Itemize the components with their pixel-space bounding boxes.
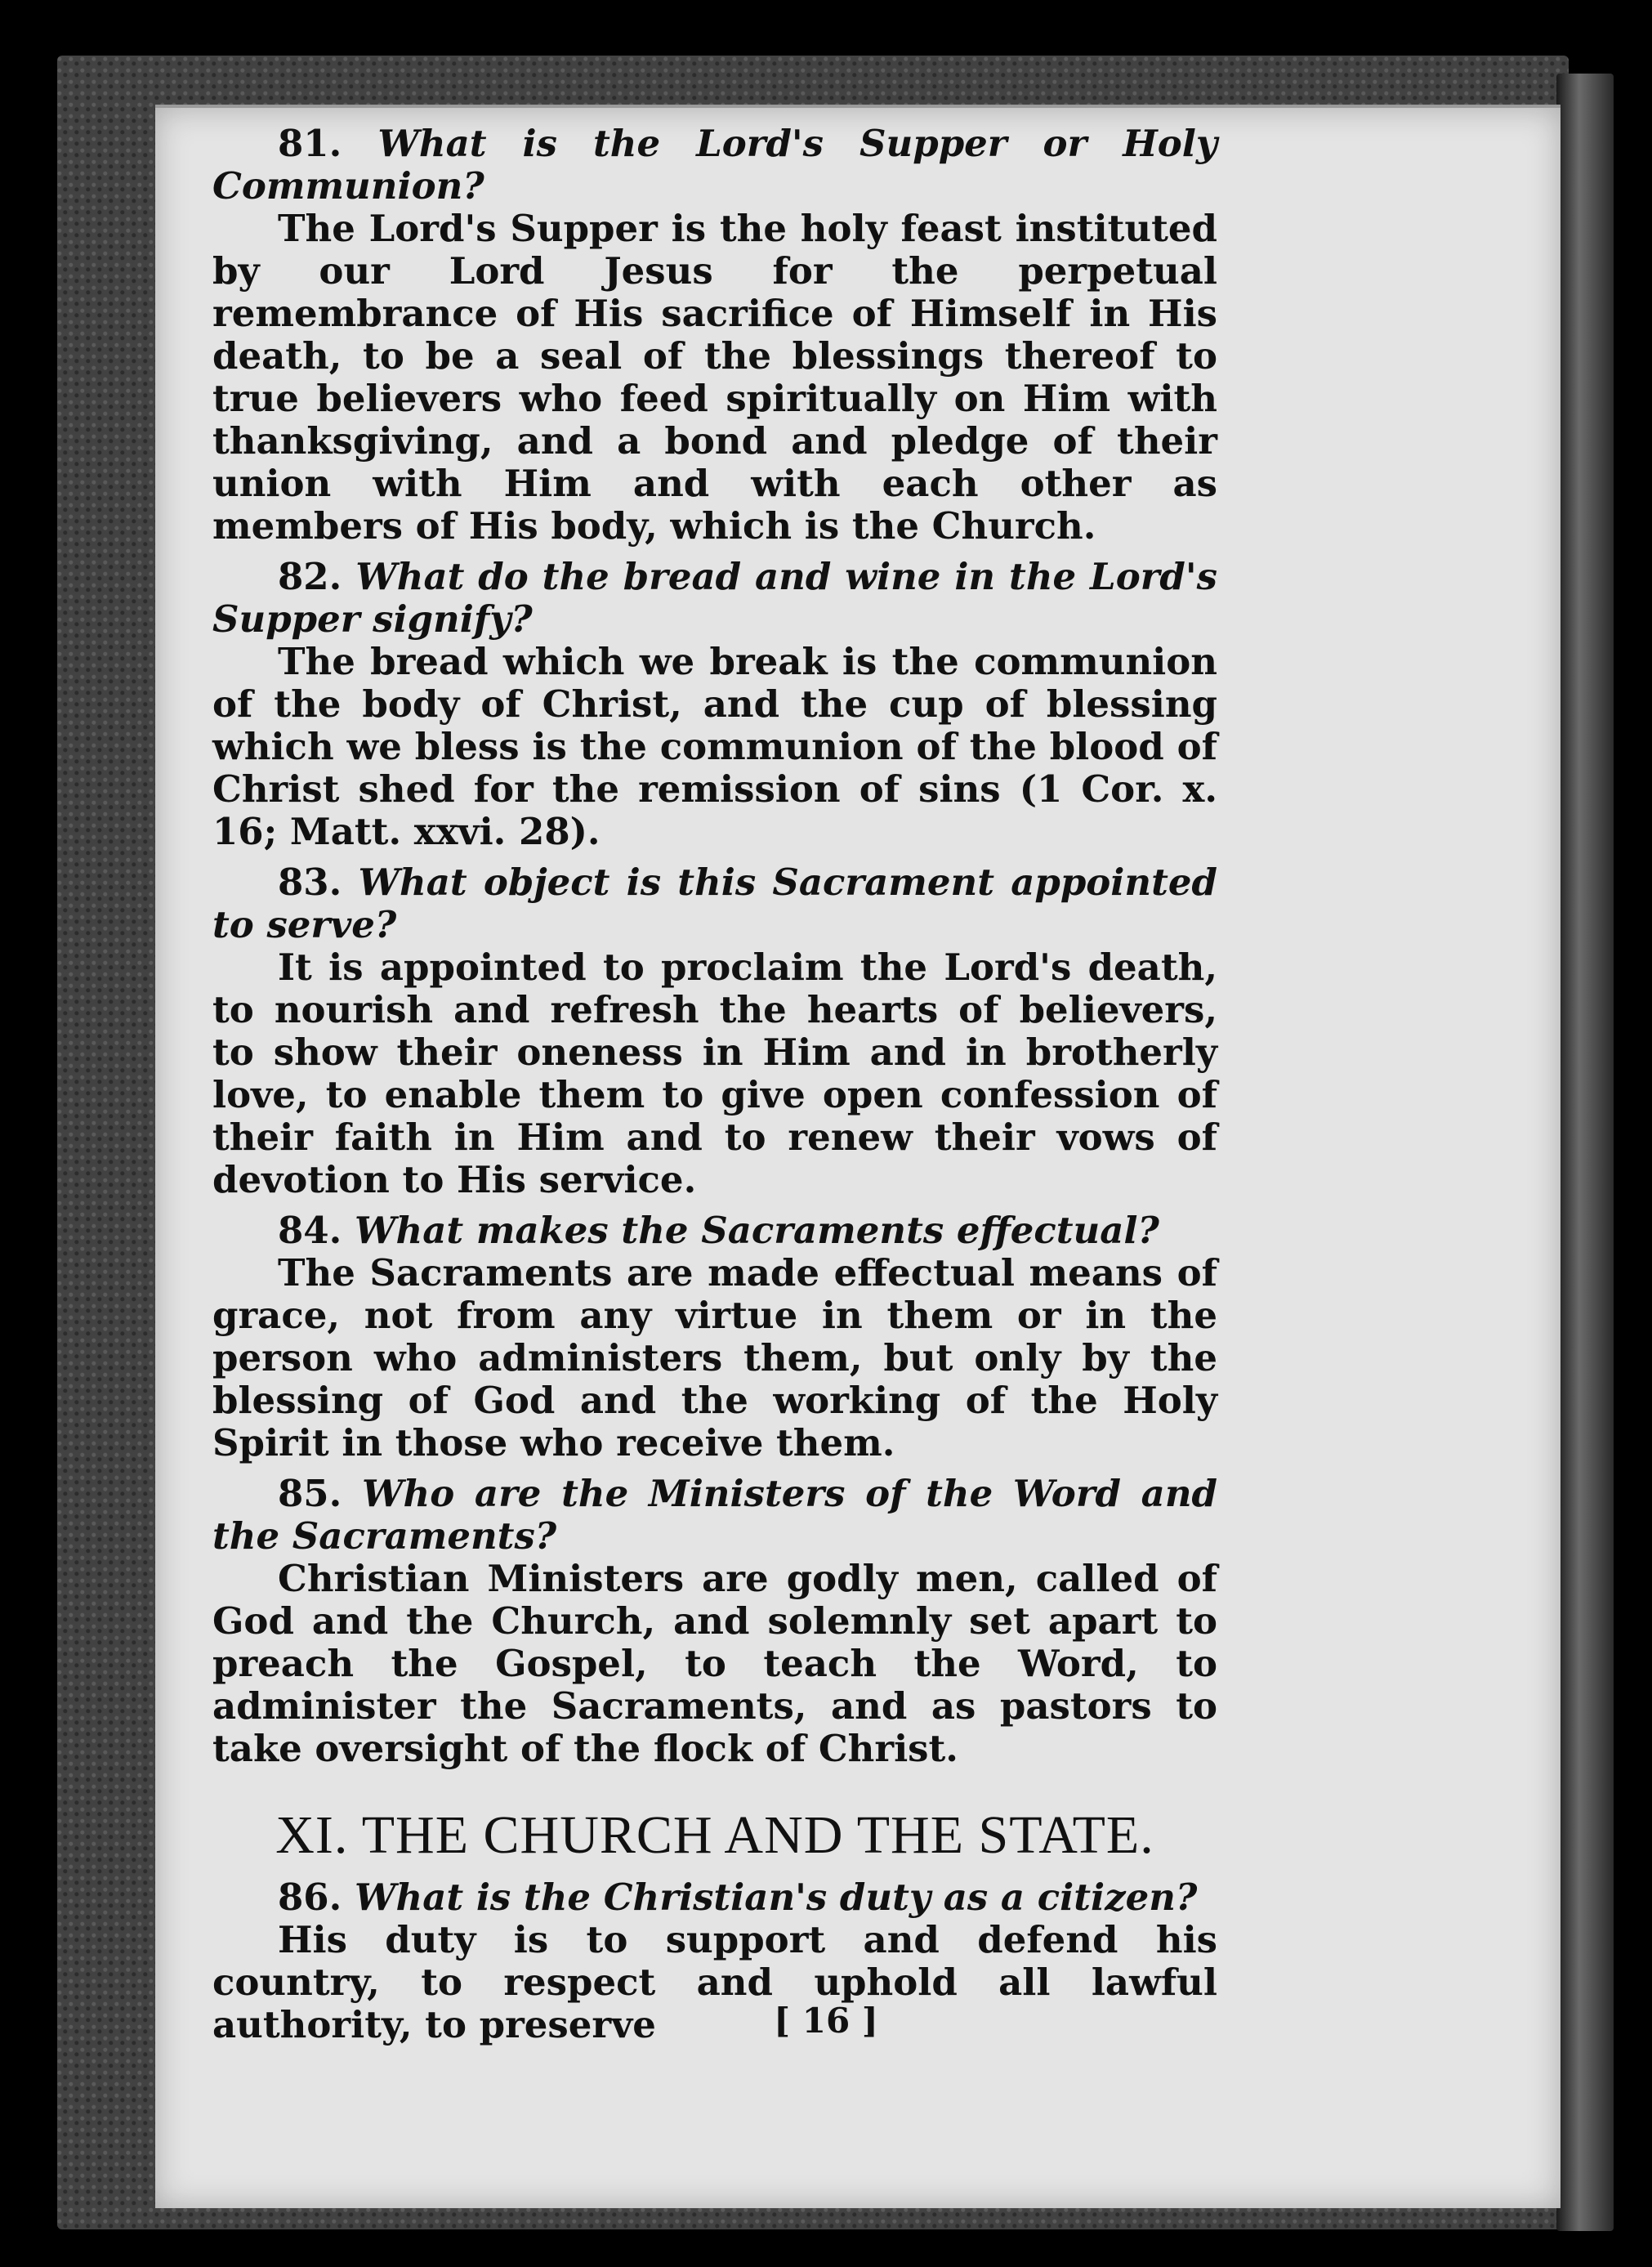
question-number: 82. [278,555,342,598]
question-number: 84. [278,1209,342,1252]
question-81 [212,123,1217,208]
question-text: What is the Lord's Supper or Holy Communion? [212,122,1218,208]
answer-83: It is appointed to proclaim the Lord's death, to nourish and refresh the hearts of believers, to show their oneness in Him and in brotherly love, to enable them to give open confession of their faith in Him and to renew their vows of devotion to His service. [212,946,1217,1201]
answer-86: His duty is to support and defend his country, to respect and uphold all lawful authority, to preserve [212,1918,1217,2046]
question-text: Who are the Ministers of the Word and the Sacraments? [212,1472,1218,1558]
book-cover-edge [1556,74,1614,2231]
answer-82: The bread which we break is the communion of the body of Christ, and the cup of blessing which we bless is the communion of the blood of Christ shed for the remission of sins (1 Cor. x. 16; Matt. xxvi. 28). [212,640,1217,853]
answer-84: The Sacraments are made effectual means of grace, not from any virtue in them or in the person who administers them, but only by the blessing of God and the working of the Holy Spirit in those who receive them. [212,1251,1217,1464]
question-text: What makes the Sacraments effectual? [354,1209,1159,1252]
question-number: 86. [278,1876,342,1919]
answer-81: The Lord's Supper is the holy feast instituted by our Lord Jesus for the perpetual remembrance of His sacrifice of Himself in His death, to be a seal of the blessings thereof to true believers who feed spiritually on Him with thanksgiving, and a bond and pledge of their union with Him and with each other as members of His body, which is the Church. [212,207,1217,548]
answer-85: Christian Ministers are godly men, called of God and the Church, and solemnly set apart to preach the Gospel, to teach the Word, to administer the Sacraments, and as pastors to take oversight of the flock of Christ. [212,1557,1217,1770]
question-number: 83. [278,861,342,904]
question-number: 81. [278,122,342,165]
question-82 [212,556,1217,641]
question-text: What object is this Sacrament appointed to serve? [212,861,1217,946]
question-85 [212,1473,1217,1558]
question-84 [212,1210,1217,1252]
question-83 [212,861,1217,946]
question-text: What is the Christian's duty as a citizen? [354,1876,1198,1919]
page-number: [ 16 ] [774,2001,878,2041]
question-86 [212,1876,1217,1919]
question-text: What do the bread and wine in the Lord's Supper signify? [212,555,1217,641]
question-number: 85. [278,1472,342,1515]
page-text [212,114,1217,2046]
section-heading: XI. THE CHURCH AND THE STATE. [275,1805,1154,1865]
